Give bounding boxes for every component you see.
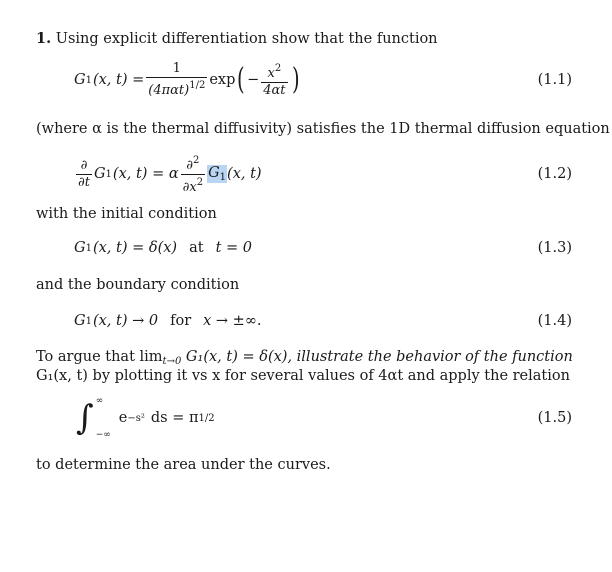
eq2-g-rhs: G: [208, 165, 220, 181]
eq1-inner-den: 4αt: [263, 83, 286, 98]
eq2-partial-x2-num-exp: 2: [193, 154, 200, 166]
eq1-left-paren: (: [237, 62, 246, 97]
eq2-partial-t: [76, 158, 92, 191]
sentence-area-under-curves: to determine the area under the curves.: [36, 457, 331, 473]
eq5-integrand-base: e: [118, 410, 128, 426]
eq3-args: (x, t) = δ(x): [92, 240, 178, 256]
eq5-ds: ds = π: [150, 410, 199, 426]
equation-1-2: [0, 152, 612, 196]
equation-1-5-body: [76, 396, 215, 440]
eq2-partial-x2-den-exp: 2: [196, 176, 204, 188]
eq2-g-rhs-highlight[interactable]: [207, 165, 227, 183]
eq1-fraction: [146, 61, 207, 99]
eq1-g: G: [74, 72, 86, 88]
eq2-partial-x2: [181, 153, 205, 196]
equation-1-3: [0, 226, 612, 270]
eq2-g-lhs: G: [93, 166, 106, 182]
eq2-args-rhs: (x, t): [227, 166, 262, 182]
eq2-partial-x2-num: [184, 153, 201, 174]
eq1-number: (1.1): [537, 72, 572, 88]
eq3-at-word: at: [189, 240, 204, 256]
eq1-frac-den: [146, 77, 207, 99]
sentence-argue-line-2: G₁(x, t) by plotting it vs x for several values of 4αt and apply the relation: [36, 368, 570, 384]
eq1-inner-fraction: [261, 61, 287, 99]
eq2-partial-x2-den-base: ∂x: [182, 179, 197, 195]
equation-1-3-body: [74, 226, 252, 270]
eq5-number: (1.5): [537, 410, 572, 426]
eq4-g-sub: 1: [85, 315, 92, 327]
eq4-g: G: [74, 313, 86, 329]
sentence-thermal-diffusivity: (where α is the thermal diffusivity) satisfies the 1D thermal diffusion equation: [36, 121, 610, 137]
equation-1-4-body: [74, 299, 262, 343]
sentence-argue-lim: To argue that lim: [36, 349, 163, 365]
eq4-number: (1.4): [537, 313, 572, 329]
problem-intro-text: Using explicit differentiation show that the function: [55, 31, 438, 47]
eq2-partial-x2-num-base: ∂: [186, 157, 194, 173]
equation-1-2-body: [74, 152, 262, 196]
eq1-g-sub: 1: [85, 74, 92, 86]
eq3-condition: t = 0: [215, 240, 253, 256]
eq2-partial-t-den: ∂t: [78, 174, 90, 190]
integral-lower-limit: −∞: [95, 430, 111, 440]
eq3-number: (1.3): [537, 240, 572, 256]
sentence-boundary-condition: and the boundary condition: [36, 277, 240, 293]
eq1-frac-den-base: (4παt): [148, 83, 190, 98]
eq2-g-rhs-sub: 1: [219, 172, 227, 183]
sentence-argue-lim-sub: t→0: [162, 356, 182, 367]
eq1-args: (x, t) =: [92, 72, 145, 88]
eq2-g-lhs-sub: 1: [105, 168, 112, 180]
eq3-g-sub: 1: [85, 242, 92, 254]
integral-limits: [96, 396, 111, 440]
eq3-g: G: [74, 240, 86, 256]
equation-1-5: [0, 396, 612, 440]
equation-1-1-body: [74, 58, 301, 102]
eq1-inner-minus: −: [247, 72, 260, 88]
eq5-integrand-exp: −s²: [127, 412, 145, 424]
integral-sign: ∫: [76, 398, 94, 438]
eq4-for-word: for: [170, 313, 192, 329]
eq4-condition: x → ±∞.: [203, 313, 262, 329]
eq1-exp-word: exp: [209, 72, 236, 88]
eq1-frac-den-exp: 1/2: [189, 80, 206, 91]
eq2-args-lhs: (x, t) = α: [112, 166, 179, 182]
eq1-frac-num: 1: [172, 61, 181, 76]
eq4-args: (x, t) → 0: [92, 313, 159, 329]
eq1-right-paren: ): [291, 62, 300, 97]
eq1-inner-num: [266, 61, 284, 82]
eq2-number: (1.2): [537, 166, 572, 182]
eq1-inner-num-exp: 2: [274, 63, 282, 74]
sentence-argue-rest: G₁(x, t) = δ(x), illustrate the behavior of the function: [181, 349, 573, 365]
problem-intro-line: [36, 30, 438, 48]
eq2-partial-x2-den: [181, 174, 205, 196]
integral-upper-limit: ∞: [95, 396, 104, 406]
equation-1-1: [0, 58, 612, 102]
eq2-partial-t-num: ∂: [80, 157, 88, 173]
equation-1-4: [0, 299, 612, 343]
eq1-inner-num-base: x: [267, 66, 275, 81]
eq5-rhs-exp: 1/2: [198, 412, 215, 424]
problem-number: 1.: [36, 30, 52, 47]
sentence-initial-condition: with the initial condition: [36, 206, 217, 222]
